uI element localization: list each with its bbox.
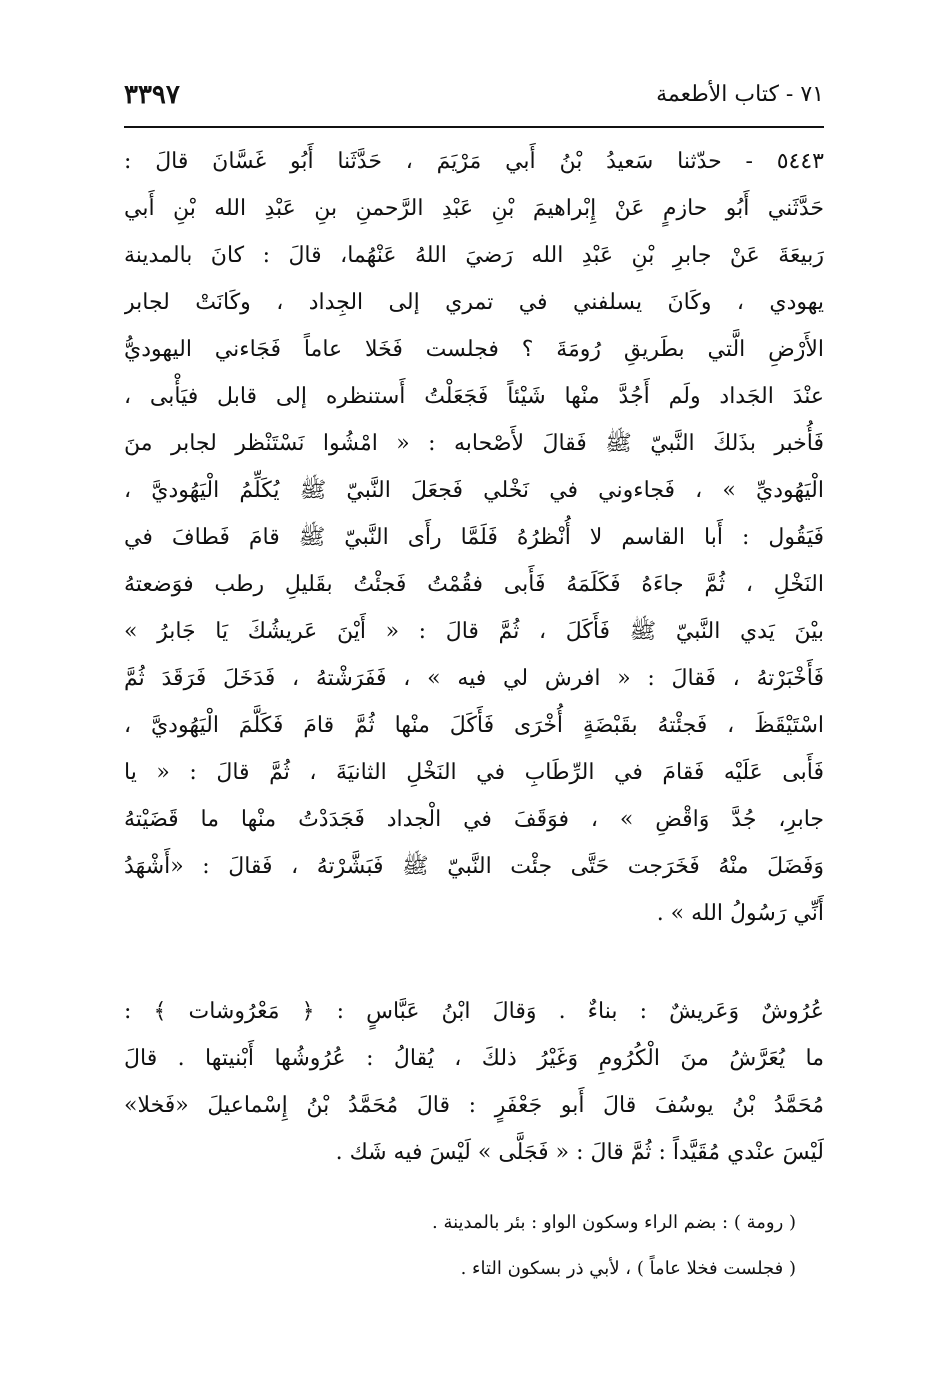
hadith-line: فَأُخبر بذَلكَ النَّبيّ ﷺ فَقالَ لأَصْحابه : « امْشُوا نَسْتَنْظر لجابر منَ bbox=[124, 431, 824, 456]
hadith-line: فَأَخْبَرْتهُ ، فَقالَ : « افرش لي فيه » ، فَفَرَشْتهُ ، فَدَخَلَ فَرَقَدَ ثُمَّ bbox=[124, 666, 824, 691]
hadith-line: عنْدَ الجَداد ولَم أَجُدَّ منْها شَيْئاً فَجَعَلْتُ أَستنظره إلى قابل فيَأْبى ، bbox=[124, 384, 824, 409]
hadith-line: أَنِّي رَسُولُ الله » . bbox=[656, 901, 824, 926]
commentary-line: عُرُوشٌ وَعَريشٌ : بناءٌ . وَقالَ ابْنُ عَبَّاسٍ : ﴿ مَعْرُوشات ﴾ : bbox=[124, 999, 824, 1024]
hadith-line: ٥٤٤٣ - حدّثنا سَعيدُ بْنُ أَبي مَرْيَمَ ، حَدَّثَنا أَبُو غَسَّانَ قالَ : bbox=[124, 149, 824, 174]
hadith-line: حَدَّثَني أَبُو حازمٍ عَنْ إِبْراهيمَ بْنِ عَبْدِ الرَّحمنِ بنِ عَبْدِ الله بْنِ أَبي bbox=[124, 196, 824, 221]
hadith-line: الْيَهُوديِّ » ، فَجاءوني في نَخْلي فَجعَلَ النَّبيّ ﷺ يُكَلِّمُ الْيَهُوديَّ ، bbox=[124, 478, 824, 503]
commentary-line: ما يُعَرَّشُ منَ الْكُرُومِ وَغَيْرُ ذلكَ ، يُقالُ : عُرُوشُها أَبْنيتها . قالَ bbox=[124, 1046, 824, 1071]
hadith-line: بيْنَ يَدي النَّبيّ ﷺ فَأَكَلَ ، ثُمَّ قالَ : « أَيْنَ عَريشُكَ يَا جَابرُ » bbox=[124, 619, 824, 644]
footnote: ( فجلست فخلا عاماً ) ، لأبي ذر بسكون التاء . bbox=[460, 1258, 796, 1279]
header-divider bbox=[124, 126, 824, 128]
commentary-text bbox=[124, 988, 824, 1176]
hadith-line: رَبيعَةَ عَنْ جابرِ بْنِ عَبْدِ الله رَضيَ اللهُ عَنْهُما، قالَ : كانَ بالمدينة bbox=[124, 243, 824, 268]
footnotes bbox=[124, 1200, 824, 1292]
commentary-line: لَيْسَ عنْدي مُقَيَّداً : ثُمَّ قالَ : « فَجَلَّى » لَيْسَ فيه شَك . bbox=[335, 1140, 824, 1165]
hadith-line: يهودي ، وكَانَ يسلفني في تمري إلى الجِداد ، وكَانَتْ لجابر bbox=[124, 290, 824, 315]
hadith-line: الأَرْضِ الَّتي بطَريقِ رُومَةَ ؟ فجلست فَخَلا عاماً فَجَاءني اليهوديُّ bbox=[124, 337, 824, 362]
hadith-line: اسْتَيْقَظَ ، فَجئْتهُ بقَبْضَةٍ أُخْرَى فَأَكَلَ منْها ثُمَّ قامَ فَكَلَّمَ الْيَهُوديَّ ، bbox=[124, 713, 824, 738]
hadith-line: جابرِ، جُدَّ وَاقْضِ » ، فوَقَفَ في الْجداد فَجَدَدْتُ منْها ما قَضَيْتهُ bbox=[124, 807, 824, 832]
page-header bbox=[124, 80, 824, 120]
hadith-line: فَأَبى عَلَيْه فَقامَ في الرِّطَابِ في النَخْلِ الثانيَةَ ، ثُمَّ قالَ : « يا bbox=[124, 760, 824, 785]
hadith-line: فَيَقُول : أَبا القاسم لا أُنْظرُهُ فَلَمَّا رأَى النَّبيّ ﷺ قامَ فَطافَ في bbox=[124, 525, 824, 550]
commentary-line: مُحَمَّدُ بْنُ يوسُفَ قالَ أَبو جَعْفَرٍ : قالَ مُحَمَّدُ بْنُ إِسْماعيلَ «فَخلا» bbox=[124, 1093, 824, 1118]
footnote: ( رومة ) : بضم الراء وسكون الواو : بئر بالمدينة . bbox=[432, 1212, 796, 1233]
hadith-text bbox=[124, 138, 824, 937]
page-number: ٣٣٩٧ bbox=[124, 80, 180, 110]
chapter-title: ٧١ - كتاب الأطعمة bbox=[656, 82, 824, 107]
hadith-line: وَفَضَلَ منْهُ فَخَرَجت حَتَّى جئْت النَّبيّ ﷺ فَبَشَّرْتهُ ، فَقالَ : «أَشْهَدُ bbox=[124, 854, 824, 879]
hadith-line: النَخْلِ ، ثُمَّ جاءَهُ فَكَلَمَهُ فَأَبى فقُمْتُ فَجئْتُ بقَليلِ رطب فوَضعتهُ bbox=[124, 572, 824, 597]
